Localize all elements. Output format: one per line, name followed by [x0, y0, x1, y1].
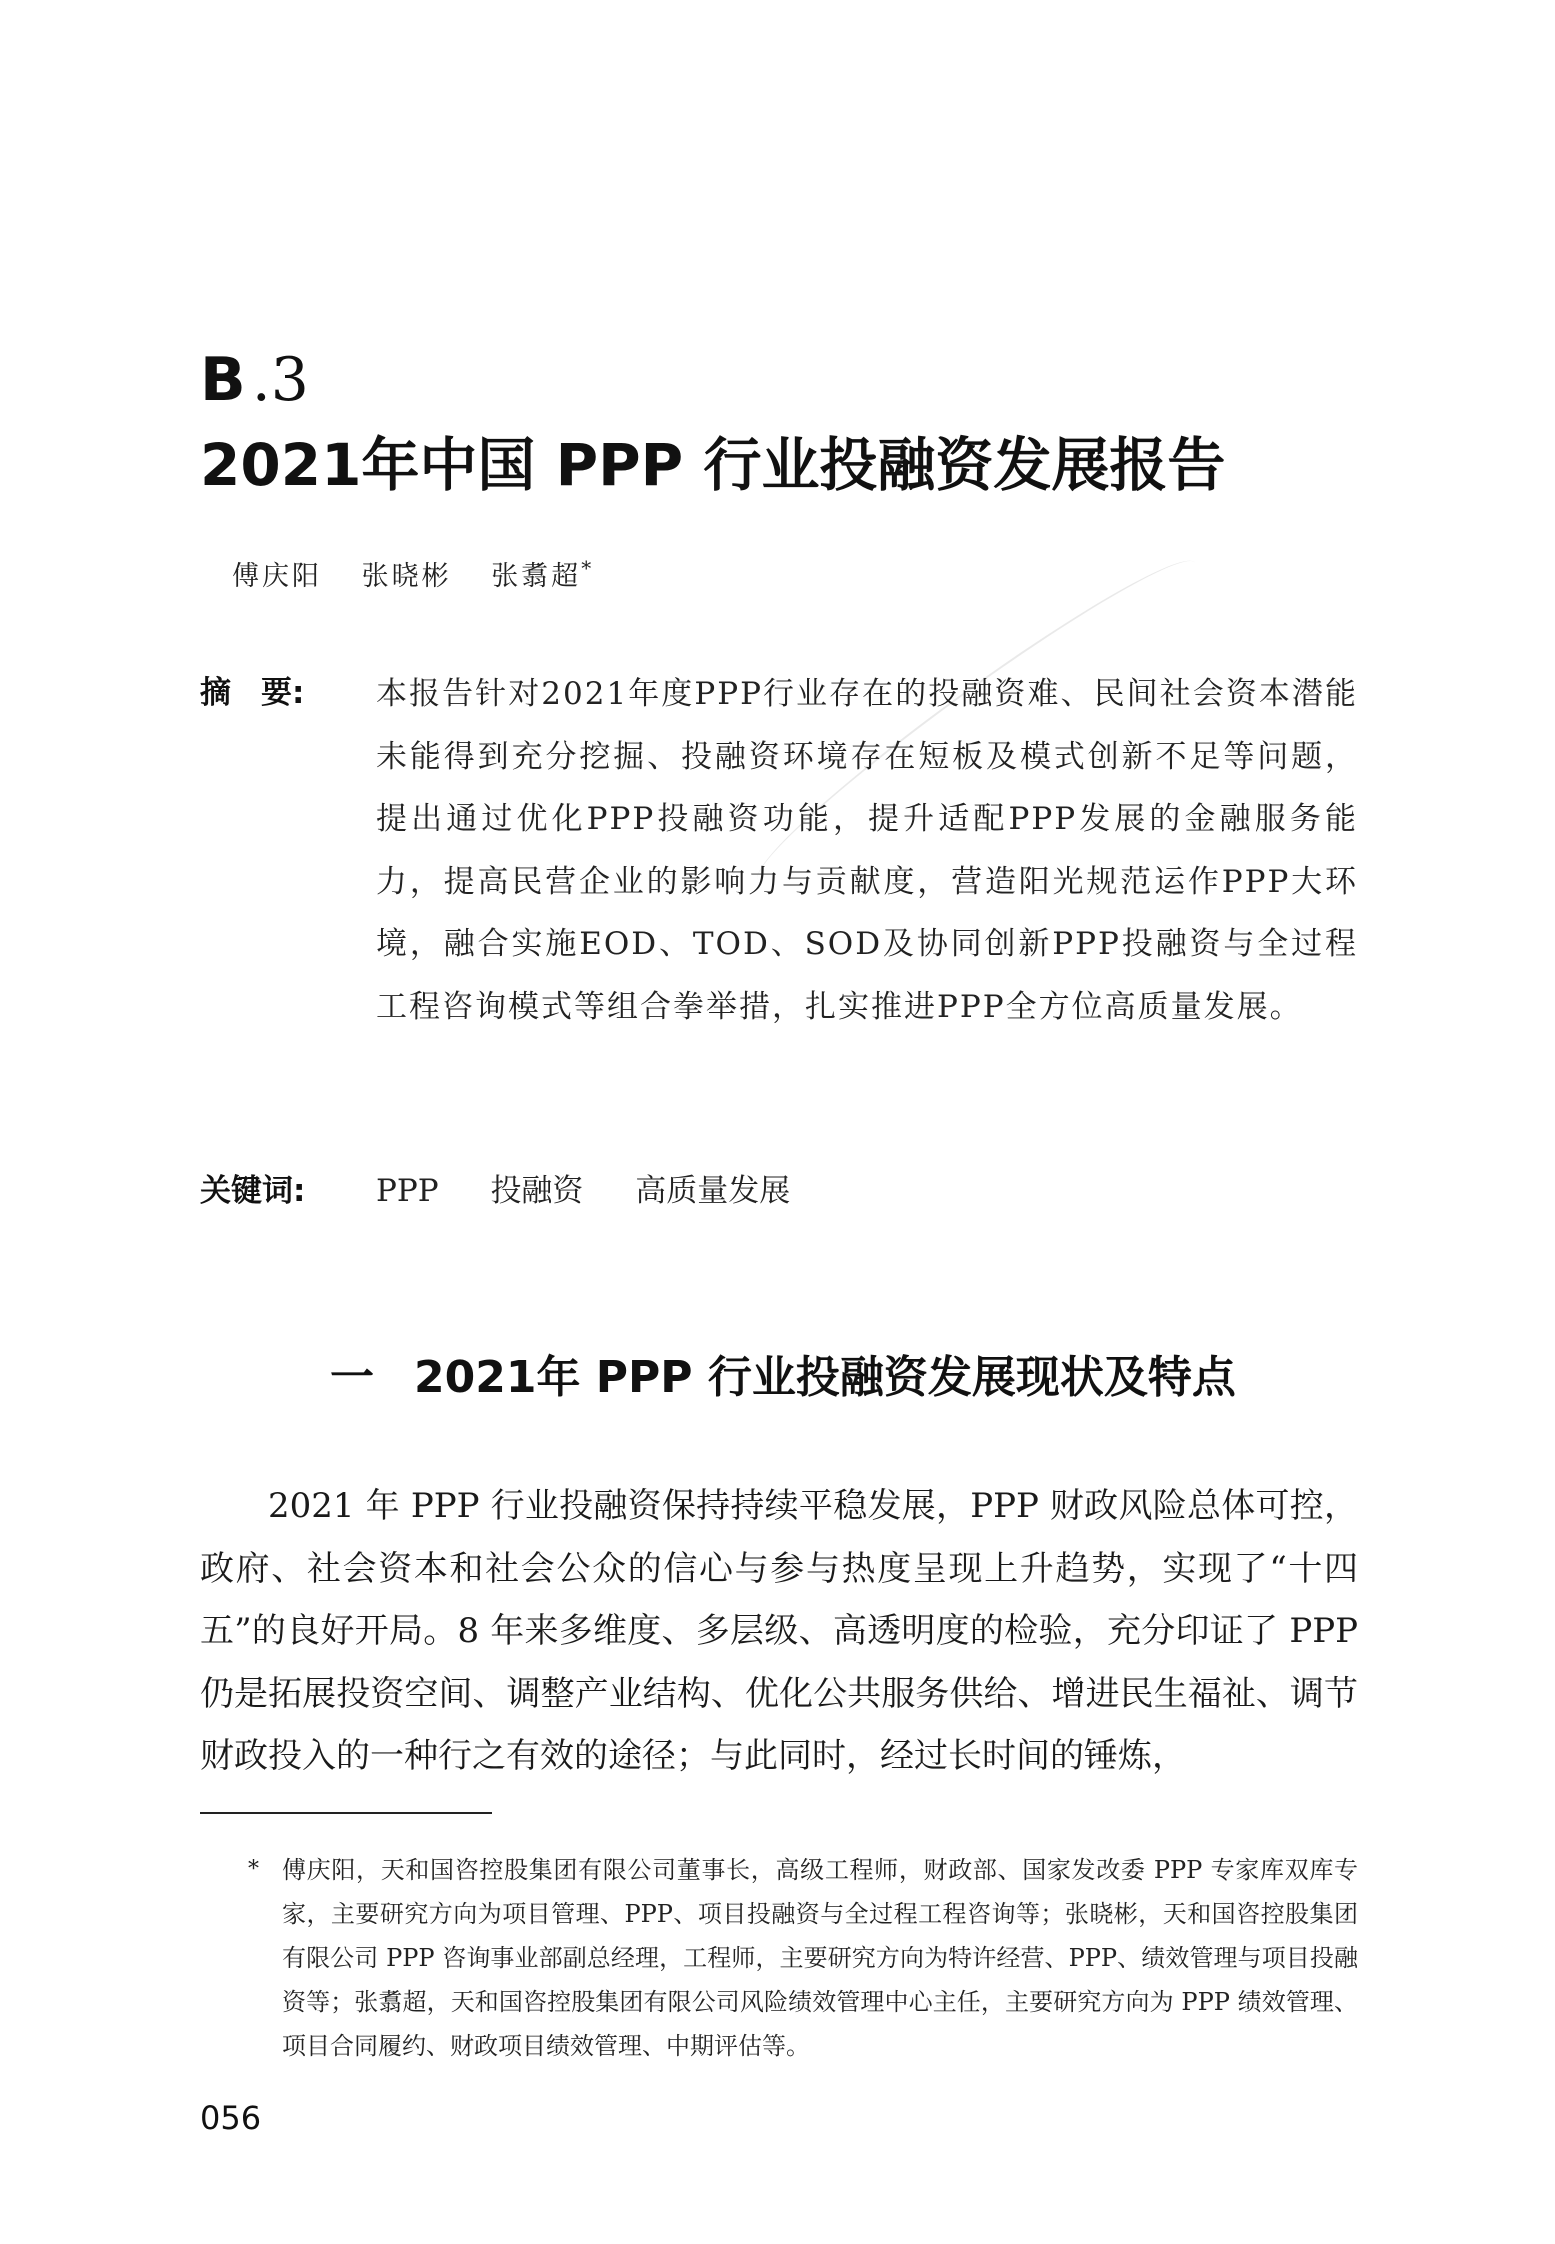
author-3 — [491, 556, 595, 592]
page-number: 056 — [200, 2099, 262, 2137]
author-footnote-mark: * — [581, 556, 595, 580]
footnote-divider — [200, 1812, 492, 1814]
author-3-name: 张翥超 — [491, 561, 582, 592]
body-paragraph: 2021 年 PPP 行业投融资保持持续平稳发展，PPP 财政风险总体可控，政府、社会资本和社会公众的信心与参与热度呈现上升趋势，实现了“十四五”的良好开局。8 年来多维度、多层级、高透明度的检验，充分印证了 PPP 仍是拓展投资空间、调整产业结构、优化公共服务供给、增进民生福祉、调节财政投入的一种行之有效的途径；与此同时，经过长时间的锤炼， — [200, 1486, 1358, 1776]
abstract-text: 本报告针对2021年度PPP行业存在的投融资难、民间社会资本潜能未能得到充分挖掘、投融资环境存在短板及模式创新不足等问题，提出通过优化PPP投融资功能，提升适配PPP发展的金融服务能力，提高民营企业的影响力与贡献度，营造阳光规范运作PPP大环境，融合实施EOD、TOD、SOD及协同创新PPP投融资与全过程工程咨询模式等组合拳举措，扎实推进PPP全方位高质量发展。 — [376, 676, 1358, 1025]
keyword-1: PPP — [376, 1173, 439, 1209]
footnote-mark: * — [248, 1857, 259, 1882]
chapter-number — [200, 345, 309, 415]
chapter-index: .3 — [251, 345, 309, 415]
author-list — [232, 548, 594, 597]
author-2: 张晓彬 — [361, 561, 452, 592]
abstract-label-second: 要: — [261, 675, 305, 711]
author-1: 傅庆阳 — [232, 561, 322, 592]
section-heading — [330, 1348, 1236, 1408]
section-number: 一 — [330, 1352, 374, 1403]
keywords-label: 关键词: — [200, 1173, 306, 1209]
chapter-prefix: B — [200, 345, 248, 415]
report-title: 2021年中国 PPP 行业投融资发展报告 — [200, 431, 1226, 499]
keywords-list — [376, 1166, 832, 1216]
abstract-label-first: 摘 — [200, 675, 231, 711]
footnote-text: 傅庆阳，天和国咨控股集团有限公司董事长，高级工程师，财政部、国家发改委 PPP 专家库双库专家，主要研究方向为项目管理、PPP、项目投融资与全过程工程咨询等；张晓彬，天和国咨控股集团有限公司 PPP 咨询事业部副总经理，工程师，主要研究方向为特许经营、PPP、绩效管理与项目投融资等；张翥超，天和国咨控股集团有限公司风险绩效管理中心主任，主要研究方向为 PPP 绩效管理、项目合同履约、财政项目绩效管理、中期评估等。 — [282, 1856, 1358, 2060]
section-title: 2021年 PPP 行业投融资发展现状及特点 — [414, 1352, 1236, 1403]
abstract-label — [200, 668, 304, 718]
keyword-2: 投融资 — [490, 1173, 584, 1209]
keyword-3: 高质量发展 — [635, 1173, 791, 1209]
